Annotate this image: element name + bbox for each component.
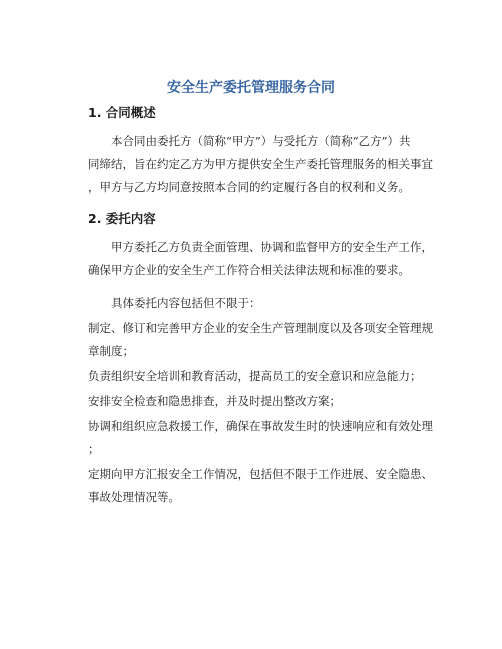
paragraph-line: ，甲方与乙方均同意按照本合同的约定履行各自的权利和义务。 xyxy=(88,180,410,194)
list-item-line: 安排安全检查和隐患排查，并及时提出整改方案； xyxy=(88,394,341,408)
paragraph-line: 确保甲方企业的安全生产工作符合相关法律法规和标准的要求。 xyxy=(88,263,410,277)
paragraph-line: 甲方委托乙方负责全面管理、协调和监督甲方的安全生产工作， xyxy=(111,240,433,254)
list-item-line: 协调和组织应急救援工作，确保在事故发生时的快速响应和有效处理 xyxy=(88,419,433,433)
section-heading-overview: 1. 合同概述 xyxy=(88,105,156,120)
paragraph-line: 具体委托内容包括但不限于： xyxy=(111,296,261,310)
paragraph-line: 本合同由委托方（简称“甲方”）与受托方（简称“乙方”）共 xyxy=(111,134,411,148)
paragraph-line: 同缔结，旨在约定乙方为甲方提供安全生产委托管理服务的相关事宜 xyxy=(88,157,433,171)
list-item-line: 制定、修订和完善甲方企业的安全生产管理制度以及各项安全管理规 xyxy=(88,321,433,335)
document-title: 安全生产委托管理服务合同 xyxy=(167,80,335,96)
list-item-line: 负责组织安全培训和教育活动，提高员工的安全意识和应急能力； xyxy=(88,369,422,383)
section-heading-scope: 2. 委托内容 xyxy=(88,211,156,226)
list-item-line: ； xyxy=(88,442,100,456)
list-item-line: 事故处理情况等。 xyxy=(88,490,180,504)
list-item-line: 章制度； xyxy=(88,344,134,358)
list-item-line: 定期向甲方汇报安全工作情况，包括但不限于工作进展、安全隐患、 xyxy=(88,467,433,481)
